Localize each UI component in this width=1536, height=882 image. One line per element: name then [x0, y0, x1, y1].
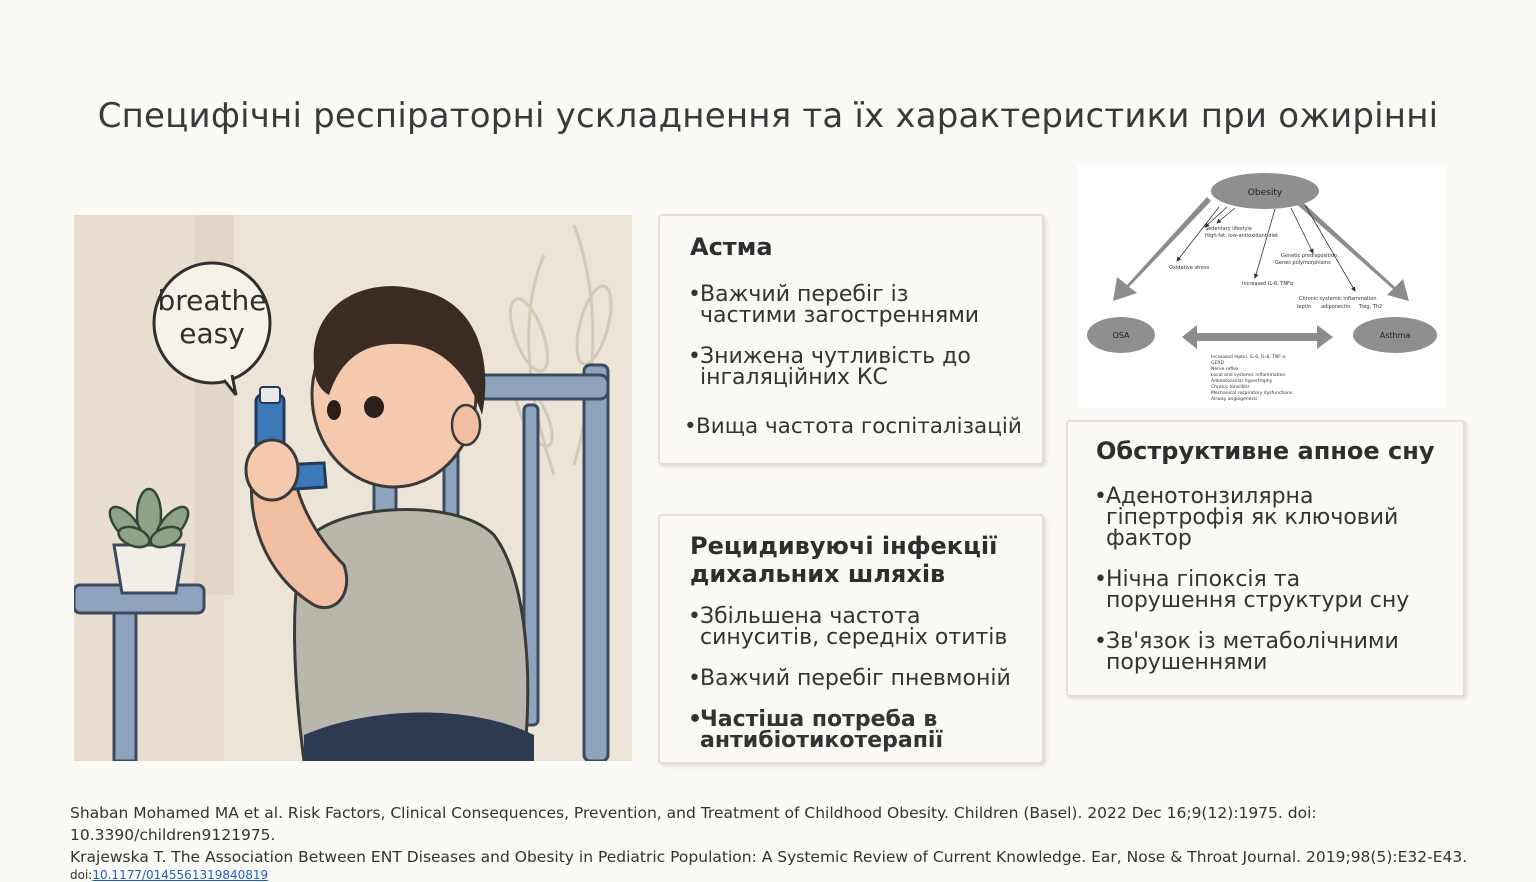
list-item: • Аденотонзилярна гіпертрофія як ключовий фактор: [1094, 486, 1454, 549]
label-adiponectin: adiponectin: [1321, 304, 1351, 310]
child-inhaler-illustration: [74, 215, 632, 761]
speech-bubble-line2: easy: [179, 317, 245, 350]
label-chronic: Chronic systemic inflammation: [1299, 296, 1377, 302]
node-asthma: Asthma: [1379, 331, 1411, 340]
reference-2: Krajewska T. The Association Between ENT Diseases and Obesity in Pediatric Population: A Systemic Review of Current Knowledge. Ear, Nose & Throat Journal. 2019;98(5):E32-E43.: [70, 848, 1468, 866]
diagram-svg: [1077, 165, 1446, 408]
list-item: Chronic tonsillitis: [1211, 385, 1250, 390]
speech-bubble-line1: breathe: [157, 284, 267, 317]
doi-link[interactable]: 10.1177/0145561319840819: [92, 868, 269, 882]
infections-list: [688, 606, 1038, 771]
list-item: • Важчий перебіг пневмоній: [688, 668, 1038, 689]
list-item: Adenotonsillar hypertrophy: [1211, 379, 1273, 384]
list-item: • Збільшена частота синуситів, середніх отитів: [688, 606, 1038, 648]
list-item: Airway angiogenesis: [1211, 397, 1258, 402]
label-treg: Treg, Th2: [1359, 304, 1383, 310]
list-item: • Знижена чутливість до інгаляційних КС: [688, 346, 1038, 388]
list-item: Local and systemic inflammation: [1211, 373, 1286, 378]
illustration-svg: [74, 215, 632, 761]
label-oxidative: Oxidative stress: [1169, 265, 1210, 271]
infections-card: [658, 514, 1044, 764]
list-item: Mechanical respiratory dysfunctions: [1211, 391, 1293, 396]
references: [70, 802, 1520, 882]
osa-card: [1066, 420, 1465, 697]
label-il6: Increased IL-6, TNFα: [1242, 281, 1294, 287]
infections-heading: Рецидивуючі інфекції дихальних шляхів: [690, 532, 998, 588]
osa-heading: Обструктивне апное сну: [1096, 437, 1435, 465]
list-item: Nerve reflex: [1211, 367, 1239, 372]
list-item: • Частіша потреба в антибіотикотерапії: [688, 709, 1038, 751]
label-genetic: Genetic predisposition: [1281, 253, 1338, 259]
reference-1: Shaban Mohamed MA et al. Risk Factors, Clinical Consequences, Prevention, and Treatment of Childhood Obesity. Children (Basel). 2022 Dec 16;9(12):1975. doi: 10.3390/children9121975.: [70, 804, 1317, 844]
node-obesity: Obesity: [1247, 188, 1283, 198]
list-item: • Нічна гіпоксія та порушення структури сну: [1094, 569, 1454, 611]
list-item: • Зв'язок із метаболічними порушеннями: [1094, 631, 1454, 673]
asthma-heading: Астма: [690, 233, 773, 261]
list-item: • Важчий перебіг із частими загостреннями: [688, 284, 1038, 326]
list-item: • Вища частота госпіталізацій: [684, 416, 1038, 437]
list-item: GERD: [1211, 361, 1224, 366]
list-item: Increased leptin, IL-6, IL-8, TNF-α: [1211, 355, 1286, 360]
label-diet: High-fat, low-antioxidant diet: [1205, 233, 1278, 239]
node-osa: OSA: [1112, 331, 1130, 340]
label-leptin: leptin: [1297, 304, 1312, 310]
label-sedentary: Sedentary lifestyle: [1205, 226, 1252, 232]
asthma-card: [658, 214, 1044, 465]
slide-title: Специфічні респіраторні ускладнення та їх характеристики при ожирінні: [97, 96, 1439, 136]
label-genes: Genes polymorphisms: [1275, 260, 1331, 266]
doi-prefix: doi:: [70, 868, 93, 882]
osa-list: [1094, 486, 1454, 693]
asthma-list: [688, 284, 1038, 457]
reference-2-doi: [70, 868, 1520, 882]
obesity-osa-asthma-diagram: [1077, 165, 1446, 408]
